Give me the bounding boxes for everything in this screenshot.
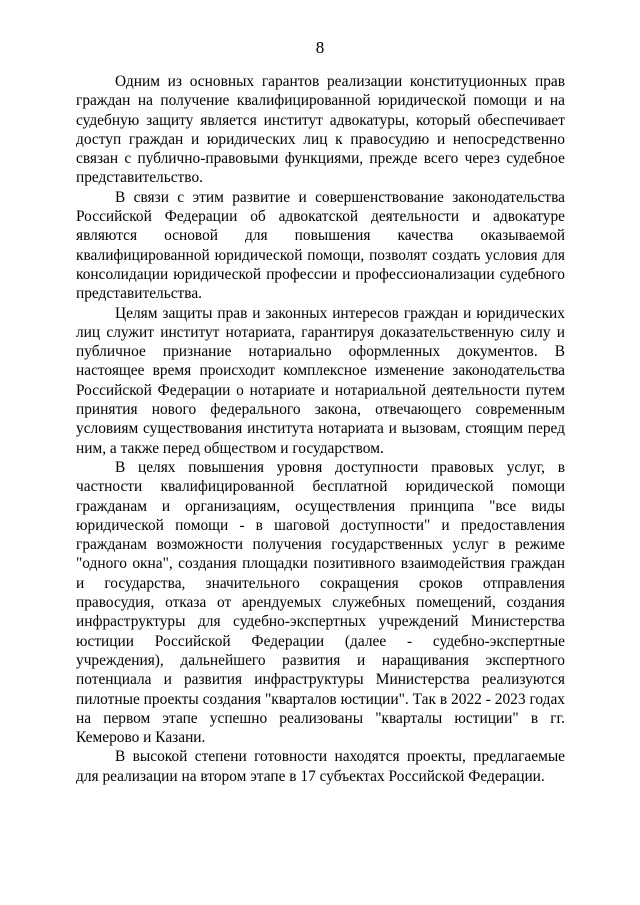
page-number: 8 bbox=[315, 38, 325, 57]
document-body bbox=[76, 72, 565, 786]
paragraph-second-stage: В высокой степени готовности находятся проекты, предлагаемые для реализации на втором этапе в 17 субъектах Российской Федерации. bbox=[76, 748, 565, 785]
paragraph-justice-quarters: В целях повышения уровня доступности правовых услуг, в частности квалифицированной бесплатной юридической помощи гражданам и организациям, осуществления принципа "все виды юридической помощи - в шаговой доступности" и предоставления гражданам возможности получения государственных услуг в режиме "одного окна", создания площадки позитивного взаимодействия граждан и государства, значительного сокращения сроков отправления правосудия, отказа от арендуемых служебных помещений, создания инфраструктуры для судебно-экспертных учреждений Министерства юстиции Российской Федерации (далее - судебно-экспертные учреждения), дальнейшего развития и наращивания экспертного потенциала и развития инфраструктуры Министерства реализуются пилотные проекты создания "кварталов юстиции". Так в 2022 - 2023 годах на первом этапе успешно реализованы "кварталы юстиции" в гг. Кемерово и Казани. bbox=[76, 458, 565, 747]
paragraph-legislation-development: В связи с этим развитие и совершенствование законодательства Российской Федерации об адвокатской деятельности и адвокатуре являются основой для повышения качества оказываемой квалифицированной юридической помощи, позволят создать условия для консолидации юридической профессии и профессионализации судебного представительства. bbox=[76, 188, 565, 303]
paragraph-notary: Целям защиты прав и законных интересов граждан и юридических лиц служит институт нотариата, гарантируя доказательственную силу и публичное признание нотариально оформленных документов. В настоящее время происходит комплексное изменение законодательства Российской Федерации о нотариате и нотариальной деятельности путем принятия нового федерального закона, отвечающего современным условиям существования института нотариата и вызовам, стоящим перед ним, а также перед обществом и государством. bbox=[76, 304, 565, 457]
paragraph-advocacy: Одним из основных гарантов реализации конституционных прав граждан на получение квалифицированной юридической помощи и на судебную защиту является институт адвокатуры, который обеспечивает доступ граждан и юридических лиц к правосудию и непосредственно связан с публично-правовыми функциями, прежде всего через судебное представительство. bbox=[76, 73, 565, 187]
